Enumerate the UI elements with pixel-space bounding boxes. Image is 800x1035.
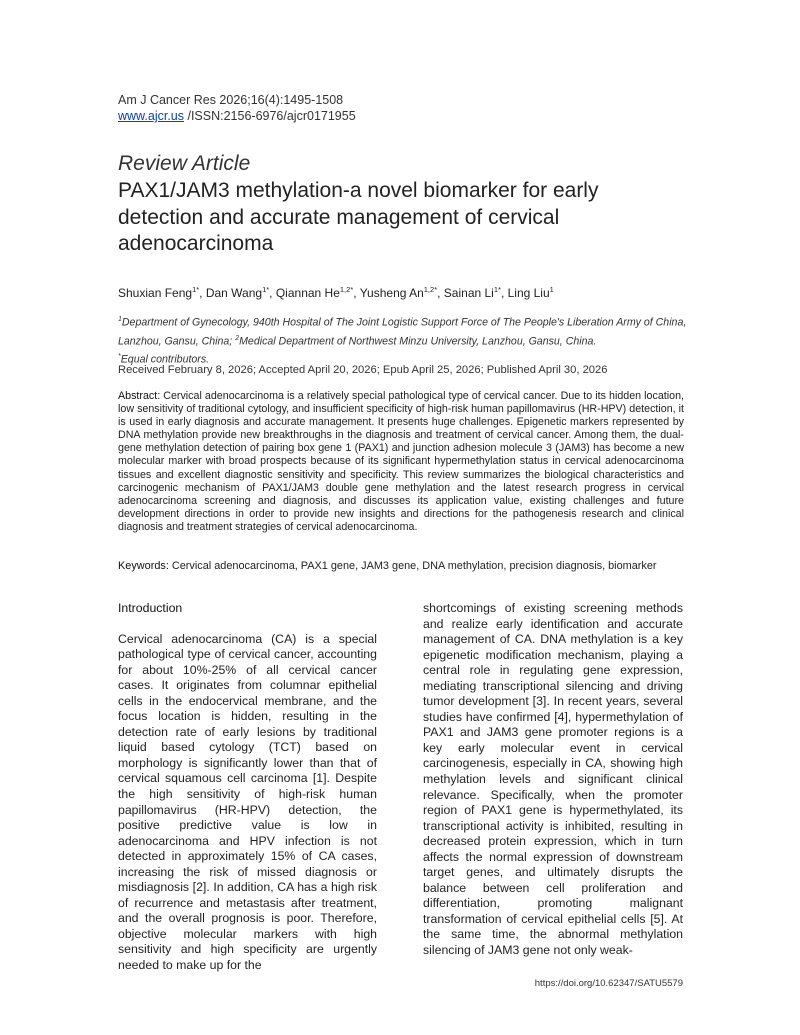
abstract <box>118 390 684 534</box>
journal-website-link[interactable]: www.ajcr.us <box>118 109 184 123</box>
affiliation-mark: 2 <box>235 334 240 342</box>
author-name: Ling Liu <box>507 286 550 300</box>
body-column-left <box>118 601 377 974</box>
author-name: Dan Wang <box>205 286 263 300</box>
article-type: Review Article <box>118 152 251 175</box>
publication-dates: Received February 8, 2026; Accepted April 20, 2026; Epub April 25, 2026; Published April 30, 2026 <box>118 364 608 376</box>
author-affiliation-mark: 1,2* <box>339 285 354 294</box>
keywords <box>118 560 684 572</box>
author-name: Qiannan He <box>275 286 340 300</box>
affiliation-mark: 1 <box>118 316 122 323</box>
author-name: Sainan Li <box>443 286 494 300</box>
keywords-text: Cervical adenocarcinoma, PAX1 gene, JAM3 gene, DNA methylation, precision diagnosis, biomarker <box>168 560 657 572</box>
equal-contribution-mark: * <box>118 353 121 361</box>
affiliation-1: Department of Gynecology, 940th Hospital of The Joint Logistic Support Force of The People's Liberation Army of China, Lanzhou, Gansu, China; <box>118 316 687 348</box>
affiliations <box>118 312 688 368</box>
author-list: Shuxian Feng$^{1*}$, Dan Wang$^{1*}$, Qiannan $He^{1,2*}$, Yusheng $An^{1,2*}$, Sainan $Li^{1*}$, Ling Liu$^1$ <box>118 285 554 300</box>
author-affiliation-mark: 1* <box>262 285 270 294</box>
section-heading-introduction: Introduction <box>118 601 183 615</box>
author-name: Yusheng An <box>359 286 424 300</box>
journal-header <box>118 92 356 124</box>
author-affiliation-mark: 1 <box>549 285 554 294</box>
affiliation-2: Medical Department of Northwest Minzu University, Lanzhou, Gansu, China. <box>239 335 597 348</box>
article-title: PAX1/JAM3 methylation-a novel biomarker for early detection and accurate management of cervical adenocarcinoma <box>118 179 599 255</box>
abstract-label: Abstract: <box>118 390 161 402</box>
keywords-label: Keywords: <box>118 560 169 572</box>
introduction-paragraph-continued: shortcomings of existing screening methods and realize early identification and accurate management of CA. DNA methylation is a key epigenetic modification mechanism, playing a central role in regulating gene expression, mediating transcriptional silencing and driving tumor development [3]. In recent years, several studies have confirmed [4], hypermethylation of PAX1 and JAM3 gene promoter regions is a key early molecular event in cervical carcinogenesis, especially in CA, showing high methylation levels and significant clinical relevance. Specifically, when the promoter region of PAX1 gene is hypermethylated, its transcriptional activity is inhibited, resulting in decreased protein expression, which in turn affects the normal expression of downstream target genes, and ultimately disrupts the balance between cell proliferation and differentiation, promoting malignant transformation of cervical epithelial cells [5]. At the same time, the abnormal methylation silencing of JAM3 gene not only weak- <box>423 601 683 958</box>
body-column-right <box>423 601 683 959</box>
author-affiliation-mark: 1,2* <box>423 285 438 294</box>
equal-contribution-note: Equal contributors. <box>120 353 210 366</box>
journal-issn: /ISSN:2156-6976/ajcr0171955 <box>184 109 356 123</box>
author-affiliation-mark: 1* <box>493 285 501 294</box>
journal-issn-line <box>118 108 356 124</box>
abstract-text: Cervical adenocarcinoma is a relatively special pathological type of cervical cancer. Due to its hidden location, low sensitivity of traditional cytology, and insufficient specificity of high-risk human papillomavirus (HR-HPV) detection, it is used in early diagnosis and accurate management. It presents huge challenges. Epigenetic markers represented by DNA methylation provide new breakthroughs in the diagnosis and treatment of cervical cancer. Among them, the dual-gene methylation detection of pairing box gene 1 (PAX1) and junction adhesion molecule 3 (JAM3) has become a new molecular marker with broad prospects because of its significant hypermethylation status in cervical adenocarcinoma tissues and excellent diagnostic sensitivity and specificity. This review summarizes the biological characteristics and carcinogenic mechanism of PAX1/JAM3 double gene methylation and the latest research progress in cervical adenocarcinoma screening and diagnosis, and discusses its application value, existing challenges and future development directions in order to provide new insights and directions for the pathogenesis research and clinical diagnosis and treatment strategies of cervical adenocarcinoma. <box>118 390 684 533</box>
author-affiliation-mark: 1* <box>192 285 200 294</box>
doi-link[interactable]: https://doi.org/10.62347/SATU5579 <box>534 978 683 989</box>
journal-citation: Am J Cancer Res 2026;16(4):1495-1508 <box>118 93 344 107</box>
introduction-paragraph: Cervical adenocarcinoma (CA) is a special pathological type of cervical cancer, accounting for about 10%-25% of all cervical cancer cases. It originates from columnar epithelial cells in the endocervical membrane, and the focus location is hidden, resulting in the detection rate of early lesions by traditional liquid based cytology (TCT) based on morphology is significantly lower than that of cervical squamous cell carcinoma [1]. Despite the high sensitivity of high-risk human papillomavirus (HR-HPV) detection, the positive predictive value is low in adenocarcinoma and HPV infection is not detected in approximately 15% of CA cases, increasing the risk of missed diagnosis or misdiagnosis [2]. In addition, CA has a high risk of recurrence and metastasis after treatment, and the overall prognosis is poor. Therefore, objective molecular markers with high sensitivity and high specificity are urgently needed to make up for the <box>118 631 377 973</box>
author-name: Shuxian Feng <box>118 286 193 300</box>
